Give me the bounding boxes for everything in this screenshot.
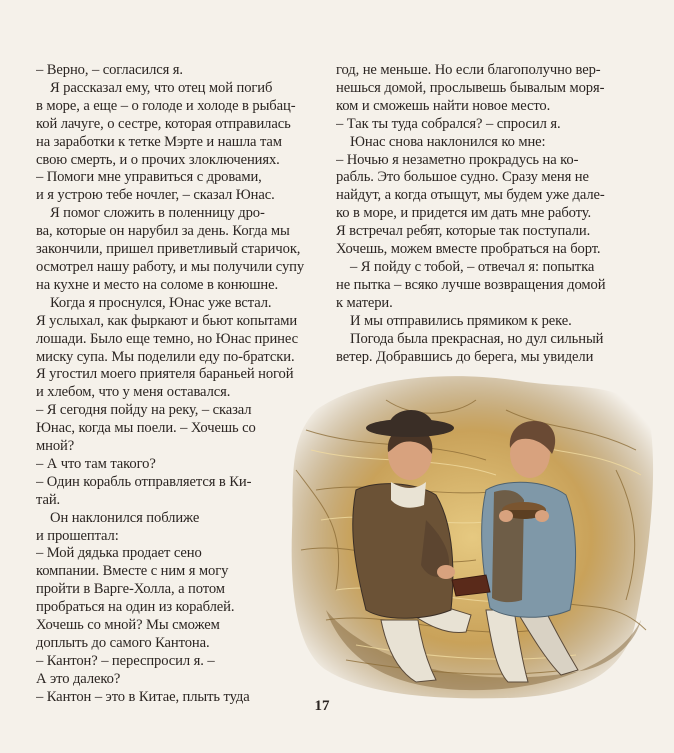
text-line: Я услыхал, как фыркают и бьют копытами [36,312,298,329]
text-line: Он наклонился поближе [50,509,200,526]
text-line: ко в море, и придется им дать мне работу. [336,205,592,222]
text-line: свою смерть, и о прочих злоключениях. [36,151,280,168]
text-line: ва, которые он нарубил за день. Когда мы [36,223,290,240]
text-line: – Кантон – это в Китае, плыть туда [36,688,250,705]
text-line: – Я пойду с тобой, – отвечал я: попытка [350,258,595,275]
text-line: Юнас снова наклонился ко мне: [350,133,546,150]
text-line: нешься домой, прослывешь бывалым моря- [336,79,605,96]
text-line: миску супа. Мы поделили еду по-братски. [36,348,295,365]
text-line: Хочешь со мной? Мы сможем [36,617,220,634]
text-line: рабль. Это большое судно. Сразу меня не [336,169,589,186]
text-line: Я встречал ребят, которые так поступали. [336,223,591,240]
text-line: А это далеко? [36,670,121,687]
text-line: пробраться на один из кораблей. [36,599,235,616]
text-line: – Помоги мне управиться с дровами, [36,169,262,186]
text-line: и хлебом, что у меня оставался. [36,384,231,401]
text-line: – Мой дядька продает сено [36,545,202,562]
text-line: и прошептал: [36,527,119,544]
text-line: на кухне и место на соломе в конюшне. [36,276,279,293]
text-line: год, не меньше. Но если благополучно вер- [336,62,601,78]
text-line: И мы отправились прямиком к реке. [350,312,572,329]
text-line: найдут, а когда отыщут, мы будем уже дале- [336,187,605,204]
left-text-column [36,62,316,707]
text-line: в море, а еще – о голоде и холоде в рыбац- [36,97,296,114]
text-line: доплыть до самого Кантона. [36,635,210,651]
text-line: тай. [36,491,61,508]
text-line: пройти в Варге-Холла, а потом [36,581,225,598]
text-line: не пытка – всяко лучше возвращения домой [336,276,606,293]
text-line: – Ночью я незаметно прокрадусь на ко- [336,151,579,168]
text-line: Погода была прекрасная, но дул сильный [350,330,604,347]
illustration-svg [286,370,658,700]
hay-background [292,376,653,698]
text-line: ветер. Добравшись до берега, мы увидели [336,348,594,365]
text-line: – Кантон? – переспросил я. – [36,652,215,669]
page-number: 17 [314,698,330,714]
text-line: лошади. Было еще темно, но Юнас принес [36,330,298,347]
hay-loft-illustration [286,370,658,700]
text-line: к матери. [336,294,393,311]
text-line: и я устрою тебе ночлег, – сказал Юнас. [36,187,275,204]
text-line: на заработки к тетке Мэрте и нашла там [36,133,282,150]
text-line: Хочешь, можем вместе пробраться на борт. [336,241,601,258]
text-line: Я помог сложить в поленницу дро- [50,205,265,222]
text-line: закончили, пришел приветливый старичок, [36,241,301,258]
text-line: ком и сможешь найти новое место. [336,97,551,114]
text-line: – Верно, – согласился я. [36,62,183,78]
text-line: мной? [36,438,75,455]
text-line: – Один корабль отправляется в Ки- [36,473,252,490]
text-line: Я рассказал ему, что отец мой погиб [50,79,273,96]
text-line: осмотрел нашу работу, и мы получили супу [36,258,305,275]
text-line: – А что там такого? [36,455,156,472]
text-line: Юнас, когда мы поели. – Хочешь со [36,420,256,437]
right-text-column [336,62,622,366]
text-line: компании. Вместе с ним я могу [36,563,229,580]
text-line: кой лачуге, о сестре, которая отправилась [36,115,291,132]
text-line: Я угостил моего приятеля бараньей ногой [36,366,294,383]
text-line: Когда я проснулся, Юнас уже встал. [50,294,272,311]
text-line: – Я сегодня пойду на реку, – сказал [36,402,252,419]
text-line: – Так ты туда собрался? – спросил я. [336,115,561,132]
